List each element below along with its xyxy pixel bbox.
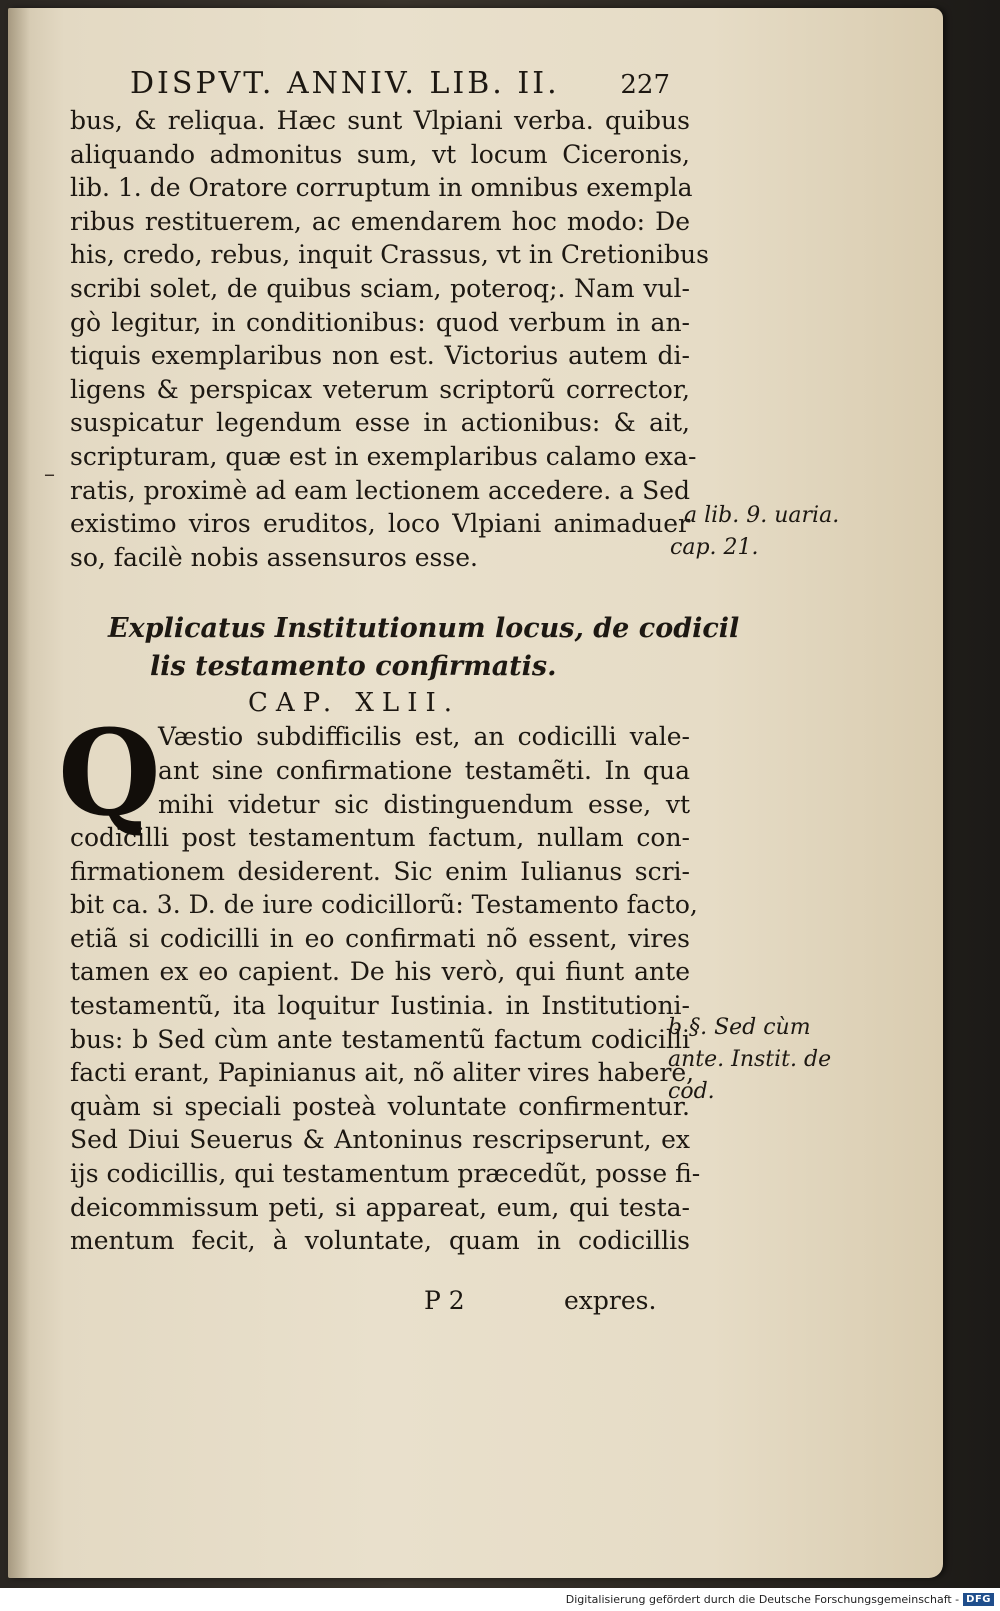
text-line: mentum fecit, à voluntate, quam in codicillis	[70, 1226, 690, 1256]
marginal-note-line: b §. Sed cùm	[668, 1015, 811, 1040]
marginal-note-line: ante. Instit. de	[668, 1047, 832, 1072]
gutter-shadow	[8, 8, 30, 1578]
text-line: etiã si codicilli in eo confirmati nõ essent, vires	[70, 923, 690, 953]
text-line: mihi videtur sic distinguendum esse, vt	[158, 789, 690, 819]
text-line: firmationem desiderent. Sic enim Iulianus scri-	[70, 856, 690, 886]
margin-mark: –	[44, 462, 55, 487]
running-head	[130, 66, 670, 104]
chapter-number: CAP. XLII.	[248, 688, 461, 719]
text-line: Sed Diui Seuerus & Antoninus rescripserunt, ex	[70, 1125, 690, 1155]
text-line: tiquis exemplaribus non est. Victorius autem di-	[70, 341, 690, 371]
text-line: Væstio subdifficilis est, an codicilli vale-	[158, 722, 690, 752]
text-line: bit ca. 3. D. de iure codicillorũ: Testamento facto,	[70, 890, 698, 920]
text-line: ligens & perspicax veterum scriptorũ corrector,	[70, 374, 690, 404]
text-line: bus, & reliqua. Hæc sunt Vlpiani verba. quibus	[70, 106, 690, 135]
text-line: scripturam, quæ est in exemplaribus calamo exa-	[70, 441, 697, 471]
text-line: scribi solet, de quibus sciam, poteroq;. Nam vul-	[70, 273, 690, 303]
text-line: tamen ex eo capient. De his verò, qui fiunt ante	[70, 957, 690, 987]
marginal-note-b	[668, 1012, 831, 1108]
text-line: codicilli post testamentum factum, nullam con-	[70, 823, 690, 853]
text-line: lib. 1. de Oratore corruptum in omnibus exempla	[70, 173, 693, 203]
text-line: quàm si speciali posteà voluntate confirmentur.	[70, 1091, 690, 1121]
text-line: ratis, proximè ad eam lectionem accedere. a Sed	[70, 475, 690, 505]
footer-text: Digitalisierung gefördert durch die Deutsche Forschungsgemeinschaft -	[565, 1593, 960, 1606]
text-line: aliquando admonitus sum, vt locum Ciceronis,	[70, 139, 690, 169]
chapter-heading-cont: lis testamento confirmatis.	[150, 651, 557, 683]
marginal-note-line: a lib. 9. uaria.	[684, 503, 840, 528]
text-line: gò legitur, in conditionibus: quod verbum in an-	[70, 307, 690, 337]
digitization-footer	[0, 1588, 1000, 1611]
text-line: ribus restituerem, ac emendarem hoc modo: De	[70, 206, 690, 236]
text-line: existimo viros eruditos, loco Vlpiani animaduer	[70, 509, 690, 539]
marginal-note-line: cod.	[668, 1079, 715, 1104]
text-line: deicommissum peti, si appareat, eum, qui testa-	[70, 1192, 690, 1222]
text-line: so, facilè nobis assensuros esse.	[70, 542, 478, 572]
text-line: facti erant, Papinianus ait, nõ aliter vires habere,	[70, 1058, 695, 1088]
drop-initial: Q	[58, 703, 161, 843]
paragraph-top	[70, 104, 709, 574]
page-number: 227	[620, 70, 670, 100]
marginal-note-a	[670, 500, 840, 564]
text-line: bus: b Sed cùm ante testamentũ factum codicilli	[70, 1024, 690, 1054]
text-line: testamentũ, ita loquitur Iustinia. in Institutioni-	[70, 991, 690, 1021]
text-line: his, credo, rebus, inquit Crassus, vt in Cretionibus	[70, 240, 709, 270]
running-head-title: DISPVT. ANNIV. LIB. II.	[130, 66, 560, 101]
marginal-note-line: cap. 21.	[670, 535, 759, 560]
text-line: suspicatur legendum esse in actionibus: & ait,	[70, 408, 690, 438]
signature-mark: P 2	[424, 1286, 465, 1315]
text-line: ijs codicillis, qui testamentum præcedũt, posse fi-	[70, 1159, 701, 1189]
dfg-logo: DFG	[963, 1593, 994, 1606]
chapter-heading: Explicatus Institutionum locus, de codicil	[108, 613, 740, 645]
text-line: ant sine confirmatione testamẽti. In qua	[158, 755, 690, 785]
catchword: expres.	[564, 1286, 657, 1315]
